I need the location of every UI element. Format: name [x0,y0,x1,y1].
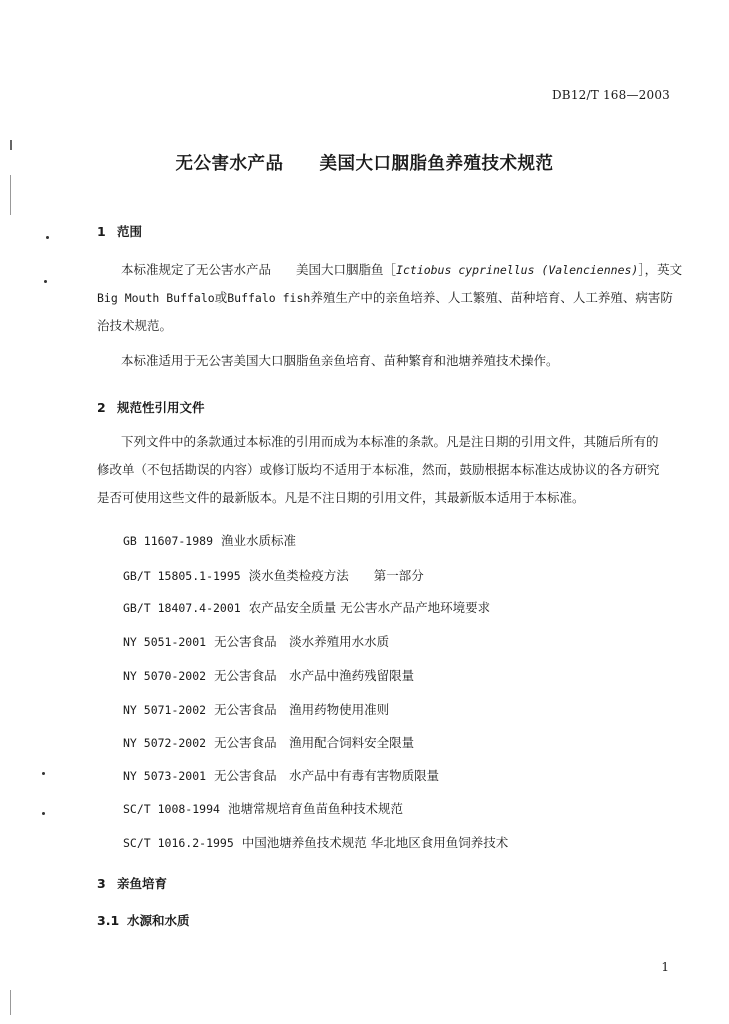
reference-item: GB 11607-1989 渔业水质标准 [123,533,297,548]
section-2-heading: 2 规范性引用文件 [97,400,205,415]
reference-item: GB/T 18407.4-2001 农产品安全质量 无公害水产品产地环境要求 [123,600,491,615]
reference-item: NY 5071-2002 无公害食品 渔用药物使用准则 [123,702,390,717]
reference-item: NY 5051-2001 无公害食品 淡水养殖用水水质 [123,634,390,649]
scan-mark [10,990,11,1015]
reference-item: SC/T 1016.2-1995 中国池塘养鱼技术规范 华北地区食用鱼饲养技术 [123,835,509,850]
scan-mark [10,140,12,150]
section-2-line-1: 下列文件中的条款通过本标准的引用而成为本标准的条款。凡是注日期的引用文件，其随后所有的 [121,434,659,449]
section-3-1-heading: 3.1 水源和水质 [97,913,190,928]
reference-item: NY 5070-2002 无公害食品 水产品中渔药残留限量 [123,668,415,683]
reference-item: GB/T 15805.1-1995 淡水鱼类检疫方法 第一部分 [123,568,424,583]
title-part-1: 无公害水产品 [175,154,284,174]
section-1-p1-line-1: 本标准规定了无公害水产品 美国大口胭脂鱼［Ictiobus cyprinellus (Valenciennes)］，英文 [121,262,683,277]
section-1-p1-line-3: 治技术规范。 [97,318,173,333]
page-number: 1 [661,960,669,974]
section-2-line-3: 是否可使用这些文件的最新版本。凡是不注日期的引用文件，其最新版本适用于本标准。 [97,490,585,505]
section-1-paragraph-1 [97,256,683,340]
reference-item: SC/T 1008-1994 池塘常规培育鱼苗鱼种技术规范 [123,801,403,816]
scan-dot [42,772,45,775]
section-3-heading: 3 亲鱼培育 [97,876,168,891]
reference-item: NY 5072-2002 无公害食品 渔用配合饲料安全限量 [123,735,415,750]
section-2-paragraph [97,428,672,512]
scan-dot [44,280,47,283]
standard-code: DB12/T 168—2003 [551,88,670,102]
section-2-line-2: 修改单（不包括勘误的内容）或修订版均不适用于本标准，然而，鼓励根据本标准达成协议的各方研究 [97,462,660,477]
section-1-paragraph-2: 本标准适用于无公害美国大口胭脂鱼亲鱼培育、苗种繁育和池塘养殖技术操作。 [121,353,559,368]
section-1-heading: 1 范围 [97,224,143,239]
section-1-p1-line-2: Big Mouth Buffalo或Buffalo fish养殖生产中的亲鱼培养、人工繁殖、苗种培育、人工养殖、病害防 [97,290,673,305]
document-title [0,150,729,175]
scan-mark [10,175,11,215]
scan-dot [42,812,45,815]
scan-dot [46,236,49,239]
reference-item: NY 5073-2001 无公害食品 水产品中有毒有害物质限量 [123,768,440,783]
title-part-2: 美国大口胭脂鱼养殖技术规范 [319,154,554,174]
